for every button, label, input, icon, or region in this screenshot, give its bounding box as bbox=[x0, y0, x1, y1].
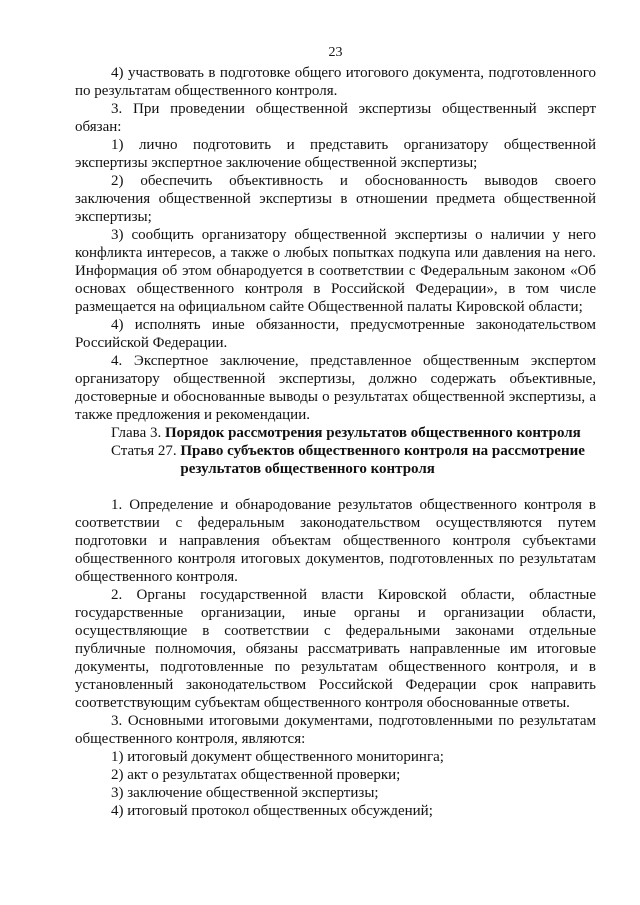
paragraph: 2) обеспечить объективность и обоснованность выводов своего заключения общественной экспертизы в отношении предмета общественной экспертизы; bbox=[75, 173, 596, 225]
article-heading bbox=[75, 442, 596, 478]
paragraph: 1. Определение и обнародование результатов общественного контроля в соответствии с федеральным законодательством осуществляются путем подготовки и направления объектам общественного контроля субъектами общественного контроля итоговых документов, подготовленных по результатам общественного контроля. bbox=[75, 497, 596, 585]
list-item: 1) итоговый документ общественного мониторинга; bbox=[111, 749, 444, 765]
paragraph: 3. Основными итоговыми документами, подготовленными по результатам общественного контроля, являются: bbox=[75, 713, 596, 747]
document-body bbox=[75, 64, 596, 820]
paragraph: 3) сообщить организатору общественной экспертизы о наличии у него конфликта интересов, а также о любых попытках подкупа или давления на него. Информация об этом обнародуется в соответствии с Федеральным законом «Об основах общественного контроля в Российской Федерации», в том числе размещается на официальном сайте Общественной палаты Кировской области; bbox=[75, 227, 596, 315]
paragraph: 4) участвовать в подготовке общего итогового документа, подготовленного по результатам общественного контроля. bbox=[75, 65, 596, 99]
chapter-prefix: Глава 3. bbox=[111, 425, 165, 441]
paragraph: 2. Органы государственной власти Кировской области, областные государственные организации, иные органы и организации области, осуществляющие в соответствии с федеральными законами отдельные публичные полномочия, обязаны рассматривать направленные им итоговые документы, подготовленные по результатам общественного контроля, и в установленный законодательством Российской Федерации срок направить соответствующим субъектам общественного контроля обоснованные ответы. bbox=[75, 587, 596, 711]
page-number: 23 bbox=[328, 45, 343, 60]
list-item: 2) акт о результатах общественной проверки; bbox=[111, 767, 401, 783]
article-prefix: Статья 27. bbox=[111, 443, 181, 459]
paragraph: 1) лично подготовить и представить организатору общественной экспертизы экспертное заключение общественной экспертизы; bbox=[75, 137, 596, 171]
article-title: Право субъектов общественного контроля на рассмотрение результатов общественного контроля bbox=[180, 443, 585, 477]
paragraph: 4) исполнять иные обязанности, предусмотренные законодательством Российской Федерации. bbox=[75, 317, 596, 351]
list-item: 4) итоговый протокол общественных обсуждений; bbox=[111, 803, 433, 819]
chapter-heading bbox=[75, 424, 596, 442]
paragraph: 4. Экспертное заключение, представленное общественным экспертом организатору общественной экспертизы, должно содержать объективные, достоверные и обоснованные выводы о результатах общественной экспертизы, а также предложения и рекомендации. bbox=[75, 353, 596, 423]
list-item: 3) заключение общественной экспертизы; bbox=[111, 785, 379, 801]
chapter-title: Порядок рассмотрения результатов общественного контроля bbox=[164, 425, 581, 441]
paragraph: 3. При проведении общественной экспертизы общественный эксперт обязан: bbox=[75, 101, 596, 135]
